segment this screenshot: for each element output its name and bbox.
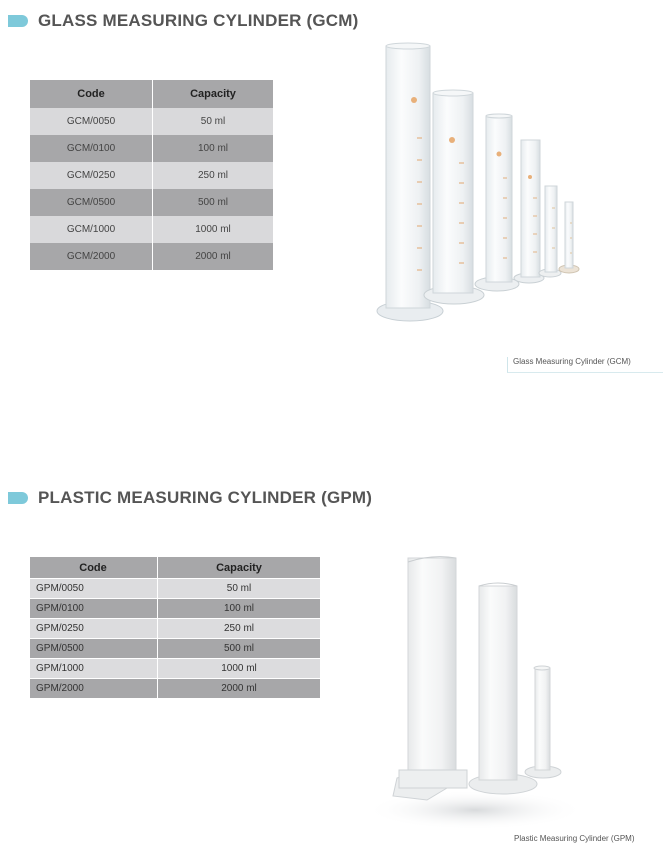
column-header-capacity: Capacity: [153, 80, 274, 108]
cell-code: GPM/0500: [30, 639, 158, 659]
cell-capacity: 100 ml: [153, 135, 274, 162]
table-row: [30, 135, 273, 162]
cell-code: GPM/1000: [30, 659, 158, 679]
tab-marker-icon: [8, 15, 28, 27]
table-row: [30, 679, 320, 699]
column-header-code: Code: [30, 557, 158, 579]
cell-capacity: 500 ml: [153, 189, 274, 216]
cell-code: GPM/0050: [30, 579, 158, 599]
cell-code: GPM/0250: [30, 619, 158, 639]
cell-capacity: 100 ml: [158, 599, 321, 619]
plastic-cylinders-image: [375, 548, 605, 838]
section-header-gcm: [8, 11, 359, 31]
table-row: [30, 619, 320, 639]
section-title-gcm: GLASS MEASURING CYLINDER (GCM): [38, 11, 359, 30]
table-row: [30, 189, 273, 216]
cell-capacity: 1000 ml: [158, 659, 321, 679]
table-header-row: [30, 80, 273, 108]
cell-code: GCM/0250: [30, 162, 153, 189]
section-title-gpm: PLASTIC MEASURING CYLINDER (GPM): [38, 488, 373, 507]
table-header-row: [30, 557, 320, 579]
gpm-spec-table: [30, 557, 320, 699]
cell-capacity: 250 ml: [158, 619, 321, 639]
column-header-capacity: Capacity: [158, 557, 321, 579]
glass-cylinders-image: [370, 38, 590, 333]
cell-capacity: 1000 ml: [153, 216, 274, 243]
section-header-gpm: [8, 488, 372, 508]
cell-code: GCM/2000: [30, 243, 153, 270]
gpm-image-caption: Plastic Measuring Cylinder (GPM): [514, 834, 635, 843]
gcm-image-caption: Glass Measuring Cylinder (GCM): [507, 357, 663, 373]
column-header-code: Code: [30, 80, 153, 108]
cell-code: GPM/0100: [30, 599, 158, 619]
table-row: [30, 216, 273, 243]
cell-code: GCM/0050: [30, 108, 153, 135]
table-row: [30, 243, 273, 270]
gcm-spec-table: [30, 80, 273, 270]
cell-code: GPM/2000: [30, 679, 158, 699]
table-row: [30, 599, 320, 619]
cell-capacity: 50 ml: [153, 108, 274, 135]
cell-capacity: 2000 ml: [158, 679, 321, 699]
cell-capacity: 250 ml: [153, 162, 274, 189]
cell-capacity: 50 ml: [158, 579, 321, 599]
cell-code: GCM/0500: [30, 189, 153, 216]
table-row: [30, 639, 320, 659]
cell-code: GCM/0100: [30, 135, 153, 162]
table-row: [30, 162, 273, 189]
cell-capacity: 500 ml: [158, 639, 321, 659]
cell-code: GCM/1000: [30, 216, 153, 243]
table-row: [30, 108, 273, 135]
table-row: [30, 579, 320, 599]
tab-marker-icon: [8, 492, 28, 504]
cell-capacity: 2000 ml: [153, 243, 274, 270]
table-row: [30, 659, 320, 679]
